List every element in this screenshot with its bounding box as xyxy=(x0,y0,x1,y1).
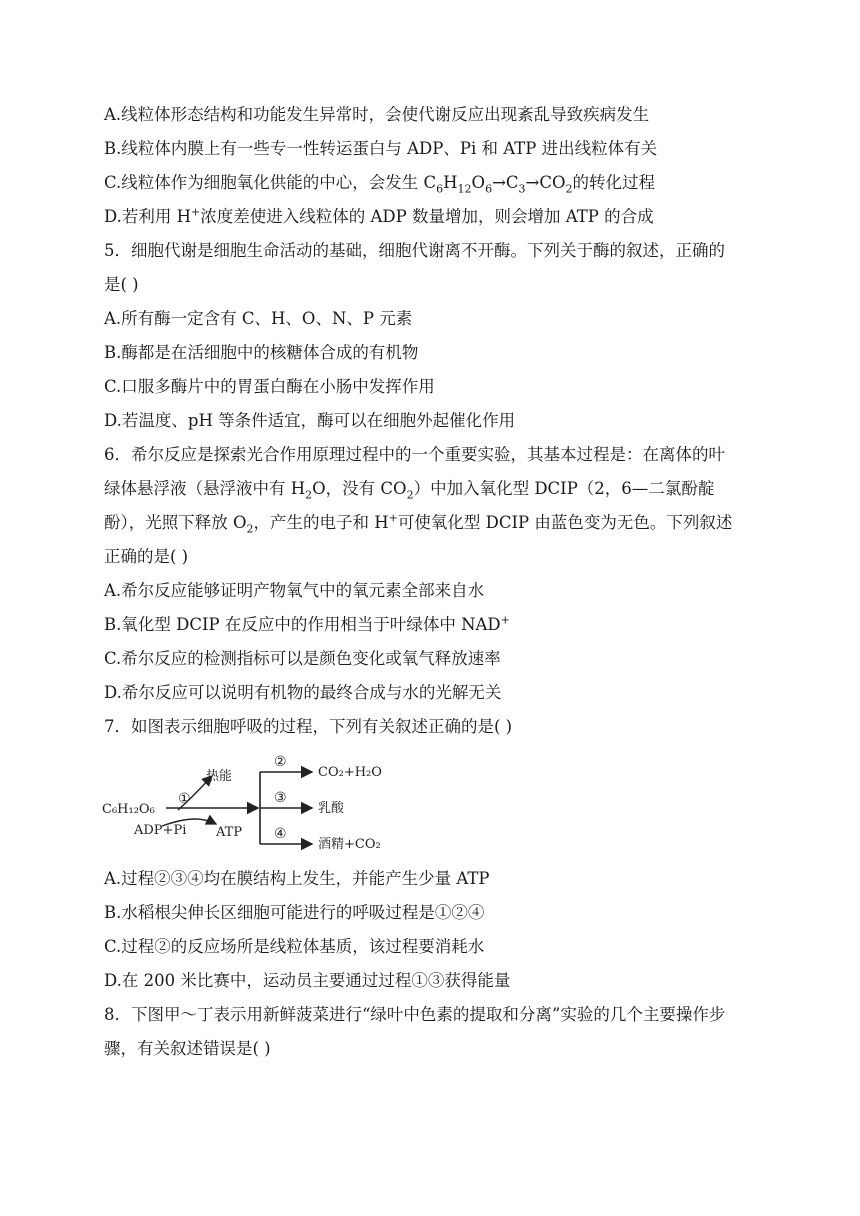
adp-label: ADP+Pi xyxy=(134,823,187,838)
q6-text: 酚），光照下释放 O xyxy=(104,513,247,532)
q7-option-d: D.在 200 米比赛中，运动员主要通过过程①③获得能量 xyxy=(104,971,511,990)
q6-stem-line1: 6．希尔反应是探索光合作用原理过程中的一个重要实验，其基本过程是：在离体的叶 xyxy=(104,445,725,464)
q4-option-a: A.线粒体形态结构和功能发生异常时，会使代谢反应出现紊乱导致疾病发生 xyxy=(104,105,650,124)
q5-stem-line1: 5．细胞代谢是细胞生命活动的基础，细胞代谢离不开酶。下列关于酶的叙述，正确的 xyxy=(104,241,725,260)
q4-c-text: H xyxy=(443,173,458,192)
q4-c-sub: 6 xyxy=(436,182,444,196)
q4-option-d xyxy=(104,206,654,228)
q6-option-c: C.希尔反应的检测指标可以是颜色变化或氧气释放速率 xyxy=(104,649,501,668)
atp-label: ATP xyxy=(216,825,243,840)
q4-d-text: 浓度差使进入线粒体的 ADP 数量增加，则会增加 ATP 的合成 xyxy=(200,207,654,226)
q6-sub: 2 xyxy=(305,488,313,502)
q6-text: ）中加入氧化型 DCIP（2，6—二氯酚靛 xyxy=(413,479,715,498)
q7-option-c: C.过程②的反应场所是线粒体基质，该过程要消耗水 xyxy=(104,937,485,956)
q4-c-sub: 2 xyxy=(565,182,573,196)
step-3-label: ③ xyxy=(274,790,287,806)
step-1-label: ① xyxy=(178,791,191,807)
q6-option-d: D.希尔反应可以说明有机物的最终合成与水的光解无关 xyxy=(104,683,502,702)
q6-stem-line3 xyxy=(104,512,732,534)
q4-c-text: C.线粒体作为细胞氧化供能的中心，会发生 C xyxy=(104,173,437,192)
q6-b-text: B.氧化型 DCIP 在反应中的作用相当于叶绿体中 NAD xyxy=(104,615,501,634)
q4-c-sub: 12 xyxy=(457,182,472,196)
product-3-label: 乳酸 xyxy=(318,801,345,816)
q5-stem-line2: 是( ) xyxy=(104,275,139,294)
q7-stem: 7．如图表示细胞呼吸的过程，下列有关叙述正确的是( ) xyxy=(104,717,513,736)
q6-sub: 2 xyxy=(246,522,254,536)
respiration-diagram xyxy=(100,748,400,860)
q5-option-a: A.所有酶一定含有 C、H、O、N、P 元素 xyxy=(104,309,413,328)
q8-stem-line2: 骤，有关叙述错误是( ) xyxy=(104,1039,271,1058)
q4-c-text: →CO xyxy=(525,173,566,192)
q6-text: 绿体悬浮液（悬浮液中有 H xyxy=(104,479,306,498)
q4-c-text: →C xyxy=(492,173,519,192)
q4-d-sup: + xyxy=(191,205,201,219)
product-4-label: 酒精+CO₂ xyxy=(318,837,381,852)
product-2-label: CO₂+H₂O xyxy=(318,765,382,780)
q6-text: O，没有 CO xyxy=(312,479,407,498)
q4-c-text: 的转化过程 xyxy=(572,173,656,192)
q5-option-b: B.酶都是在活细胞中的核糖体合成的有机物 xyxy=(104,343,419,362)
q7-option-a: A.过程②③④均在膜结构上发生，并能产生少量 ATP xyxy=(104,869,490,888)
q5-option-c: C.口服多酶片中的胃蛋白酶在小肠中发挥作用 xyxy=(104,377,435,396)
q6-stem-line2 xyxy=(104,478,714,500)
q4-c-text: O xyxy=(471,173,486,192)
q6-option-b xyxy=(104,614,510,636)
q6-b-sup: + xyxy=(500,613,510,627)
q4-c-sub: 6 xyxy=(485,182,493,196)
q6-option-a: A.希尔反应能够证明产物氧气中的氧元素全部来自水 xyxy=(104,581,485,600)
q6-sup: + xyxy=(388,511,398,525)
q4-option-b: B.线粒体内膜上有一些专一性转运蛋白与 ADP、Pi 和 ATP 进出线粒体有关 xyxy=(104,139,658,158)
q7-option-b: B.水稻根尖伸长区细胞可能进行的呼吸过程是①②④ xyxy=(104,903,485,922)
step-2-label: ② xyxy=(274,754,287,770)
heat-label: 热能 xyxy=(206,769,233,784)
q6-sub: 2 xyxy=(406,488,414,502)
q8-stem-line1: 8．下图甲～丁表示用新鲜菠菜进行“绿叶中色素的提取和分离”实验的几个主要操作步 xyxy=(104,1005,726,1024)
substrate-label: C₆H₁₂O₆ xyxy=(102,802,155,817)
q4-c-sub: 3 xyxy=(518,182,526,196)
q5-option-d: D.若温度、pH 等条件适宜，酶可以在细胞外起催化作用 xyxy=(104,411,516,430)
q4-option-c xyxy=(104,172,655,194)
q6-text: ，产生的电子和 H xyxy=(253,513,389,532)
q6-text: 可使氧化型 DCIP 由蓝色变为无色。下列叙述 xyxy=(397,513,733,532)
q4-d-text: D.若利用 H xyxy=(104,207,192,226)
q6-stem-line4: 正确的是( ) xyxy=(104,547,189,566)
step-4-label: ④ xyxy=(274,826,287,842)
